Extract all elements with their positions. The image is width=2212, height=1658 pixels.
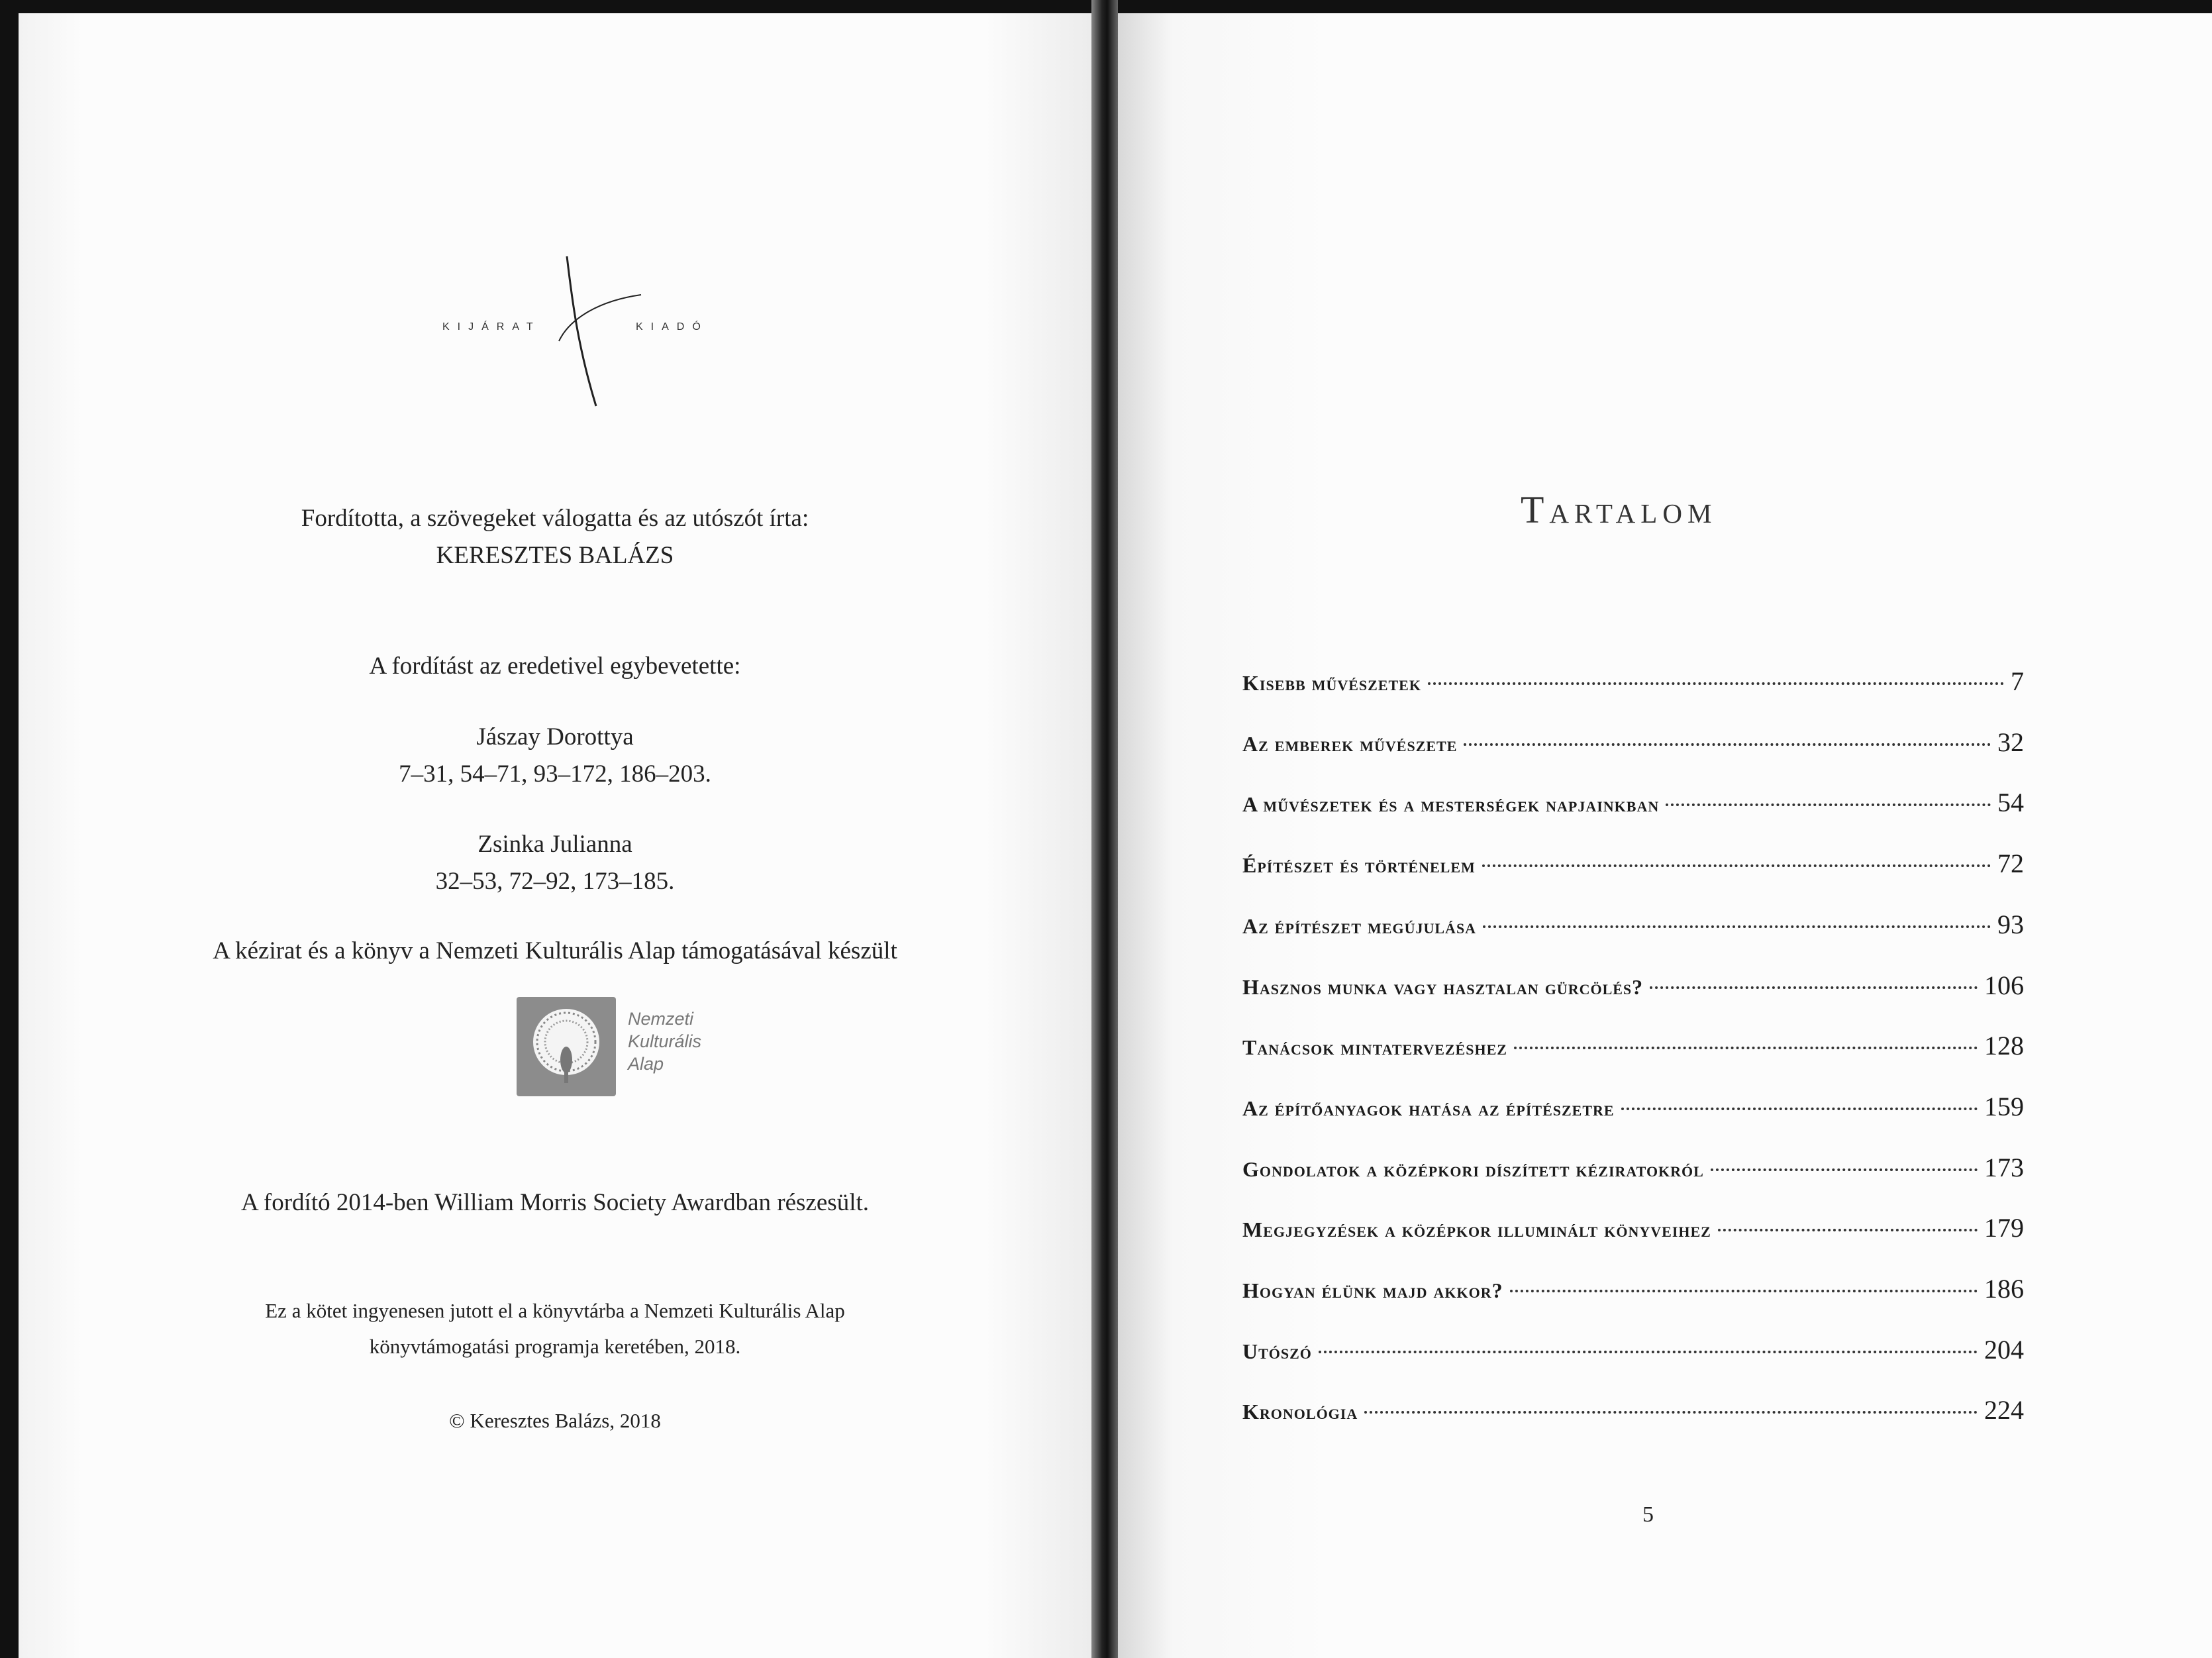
toc-entry-page: 204 — [1984, 1335, 2024, 1365]
toc-entry-page: 159 — [1984, 1092, 2024, 1121]
toc-leader-dots — [1428, 682, 2004, 685]
toc-entry — [1242, 970, 2024, 1010]
toc-entry-page: 186 — [1984, 1274, 2024, 1304]
library-note-line2: könyvtámogatási programja keretében, 2018. — [369, 1335, 741, 1358]
support-line: A kézirat és a könyv a Nemzeti Kulturális Alap támogatásával készült — [213, 937, 897, 964]
toc-entry-page: 32 — [1997, 727, 2024, 757]
library-note-line1: Ez a kötet ingyenesen jutott el a könyvtárba a Nemzeti Kulturális Alap — [265, 1299, 845, 1322]
toc-entry — [1242, 1030, 2024, 1070]
nka-logo-box — [517, 997, 616, 1096]
toc-entry — [1242, 1394, 2024, 1434]
peacock-icon — [517, 997, 616, 1096]
toc-entry-label: A művészetek és a mesterségek napjainkban — [1242, 792, 1660, 816]
book-gutter — [1091, 0, 1118, 1658]
toc-entry — [1242, 1273, 2024, 1313]
translator-intro: Fordította, a szövegeket válogatta és az utószót írta: — [301, 505, 809, 532]
toc-entry — [1242, 1152, 2024, 1192]
toc-entry — [1242, 1212, 2024, 1252]
toc-entry — [1242, 1091, 2024, 1131]
toc-entry-label: Gondolatok a középkori díszített kéziratokról — [1242, 1157, 1704, 1181]
toc-leader-dots — [1650, 986, 1978, 989]
award-line: A fordító 2014-ben William Morris Society Awardban részesült. — [240, 1189, 870, 1216]
checker1-pages: 7–31, 54–71, 93–172, 186–203. — [399, 760, 711, 788]
toc-entry-label: Utószó — [1242, 1339, 1312, 1363]
toc-entry-label: Az építőanyagok hatása az építészetre — [1242, 1096, 1615, 1120]
toc-entry-label: Hasznos munka vagy hasztalan gürcölés? — [1242, 975, 1644, 999]
toc-entry-page: 128 — [1984, 1031, 2024, 1061]
toc-entry-page: 93 — [1997, 909, 2024, 939]
copyright-line: © Keresztes Balázs, 2018 — [449, 1409, 661, 1432]
nka-line3: Alap — [628, 1054, 664, 1074]
nka-line2: Kulturális — [628, 1031, 702, 1051]
toc-leader-dots — [1666, 803, 1991, 806]
toc-entry-label: Megjegyzések a középkor illuminált könyveihez — [1242, 1218, 1711, 1241]
toc-leader-dots — [1483, 925, 1991, 928]
toc-entry-page: 224 — [1984, 1395, 2024, 1425]
publisher-word-right: KIADÓ — [636, 321, 709, 333]
toc-leader-dots — [1514, 1047, 1978, 1049]
toc-entry-label: Az emberek művészete — [1242, 732, 1458, 756]
toc-title: Tartalom — [1521, 488, 1717, 531]
toc-leader-dots — [1621, 1108, 1978, 1110]
toc-entry-page: 72 — [1997, 849, 2024, 878]
publisher-word-left: KIJÁRAT — [442, 321, 541, 333]
toc-entry-label: Kronológia — [1242, 1400, 1358, 1424]
checker1-name: Jászay Dorottya — [476, 723, 634, 751]
toc-leader-dots — [1711, 1168, 1978, 1171]
toc-entry — [1242, 909, 2024, 949]
toc-leader-dots — [1718, 1229, 1978, 1231]
checker2-name: Zsinka Julianna — [478, 831, 632, 858]
left-page — [19, 13, 1091, 1658]
toc-entry — [1242, 666, 2024, 705]
toc-entry-page: 7 — [2011, 666, 2024, 696]
checked-by-line: A fordítást az eredetivel egybevetette: — [369, 652, 741, 680]
nka-logo-text — [628, 1008, 701, 1075]
toc-entry — [1242, 787, 2024, 827]
toc-entry-label: Az építészet megújulása — [1242, 914, 1477, 938]
translator-name: KERESZTES BALÁZS — [436, 542, 674, 569]
toc-entry-label: Kisebb művészetek — [1242, 671, 1421, 695]
toc-entry — [1242, 1334, 2024, 1374]
nka-line1: Nemzeti — [628, 1009, 694, 1029]
checker2-pages: 32–53, 72–92, 173–185. — [435, 868, 675, 895]
toc-leader-dots — [1319, 1351, 1978, 1353]
toc-entry-label: Tanácsok mintatervezéshez — [1242, 1035, 1507, 1059]
toc-entry-page: 54 — [1997, 788, 2024, 817]
toc-entry-label: Hogyan élünk majd akkor? — [1242, 1278, 1503, 1302]
toc-entry-label: Építészet és történelem — [1242, 853, 1476, 877]
toc-entry — [1242, 848, 2024, 888]
page-number: 5 — [1642, 1502, 1654, 1527]
nka-logo — [517, 997, 715, 1096]
toc-leader-dots — [1482, 864, 1991, 867]
toc-entry-page: 179 — [1984, 1213, 2024, 1243]
toc-leader-dots — [1464, 743, 1991, 746]
toc-entry-page: 106 — [1984, 970, 2024, 1000]
toc-entry — [1242, 727, 2024, 766]
toc-leader-dots — [1364, 1411, 1978, 1414]
toc-entry-page: 173 — [1984, 1153, 2024, 1182]
toc-leader-dots — [1510, 1290, 1978, 1292]
